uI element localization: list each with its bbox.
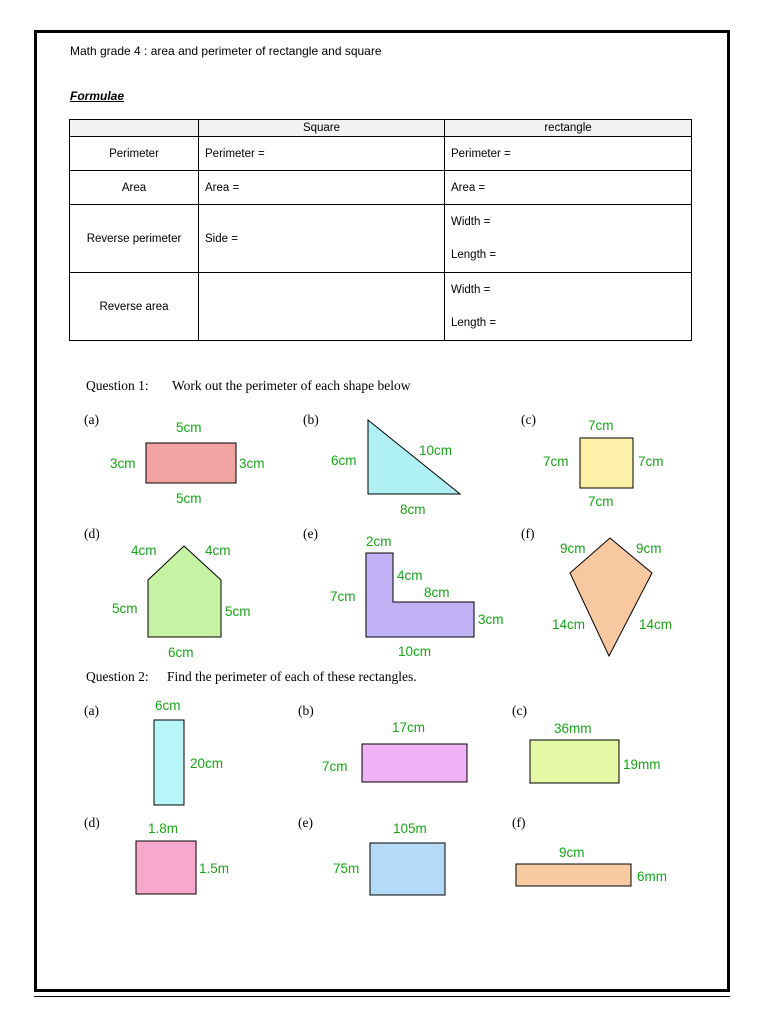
dimension-label: 8cm: [400, 502, 426, 517]
q2d-rectangle: [136, 841, 196, 894]
row-label: Reverse area: [70, 273, 199, 341]
formulae-heading: Formulae: [70, 89, 125, 103]
square-cell: Perimeter =: [199, 137, 445, 171]
square-cell: Side =: [199, 205, 445, 273]
row-label: Reverse perimeter: [70, 205, 199, 273]
question1-text: Work out the perimeter of each shape below: [172, 378, 411, 393]
dimension-label: 7cm: [588, 494, 614, 509]
q1d-pentagon: [148, 546, 221, 637]
row-label: Area: [70, 171, 199, 205]
q2b-rectangle: [362, 744, 467, 782]
rectangle-cell: Area =: [445, 171, 692, 205]
q2c-letter: (c): [512, 703, 527, 718]
dimension-label: 105m: [393, 821, 427, 836]
dimension-label: 1.5m: [199, 861, 230, 876]
rectangle-length: Length =: [451, 248, 497, 261]
q2f-rectangle: [516, 864, 631, 886]
square-cell: Area =: [199, 171, 445, 205]
rectangle-cell: Perimeter =: [445, 137, 692, 171]
q1a-letter: (a): [84, 412, 99, 427]
dimension-label: 14cm: [552, 617, 586, 632]
dimension-label: 4cm: [205, 543, 231, 558]
q1e-letter: (e): [303, 526, 318, 541]
q1d-letter: (d): [84, 526, 100, 541]
dimension-label: 20cm: [190, 756, 224, 771]
dimension-label: 4cm: [397, 568, 423, 583]
dimension-label: 3cm: [239, 456, 265, 471]
dimension-label: 10cm: [398, 644, 432, 659]
dimension-label: 8cm: [424, 585, 450, 600]
row-label: Perimeter: [70, 137, 199, 171]
dimension-label: 36mm: [554, 721, 592, 736]
dimension-label: 6cm: [168, 645, 194, 660]
question2-text: Find the perimeter of each of these rectangles.: [167, 669, 417, 684]
dimension-label: 7cm: [543, 454, 569, 469]
dimension-label: 14cm: [639, 617, 673, 632]
q2d-letter: (d): [84, 815, 100, 830]
dimension-label: 1.8m: [148, 821, 179, 836]
dimension-label: 9cm: [559, 845, 585, 860]
dimension-label: 17cm: [392, 720, 426, 735]
header-rectangle: rectangle: [445, 120, 692, 137]
worksheet-title: Math grade 4 : area and perimeter of rectangle and square: [70, 44, 382, 58]
dimension-label: 6cm: [155, 698, 181, 713]
dimension-label: 2cm: [366, 534, 392, 549]
q1f-letter: (f): [521, 526, 535, 541]
q2a-letter: (a): [84, 703, 99, 718]
dimension-label: 10cm: [419, 443, 453, 458]
dimension-label: 6mm: [637, 869, 667, 884]
dimension-label: 7cm: [638, 454, 664, 469]
header-square: Square: [199, 120, 445, 137]
q2a-rectangle: [154, 720, 184, 805]
q2b-letter: (b): [298, 703, 314, 718]
dimension-label: 5cm: [225, 604, 251, 619]
dimension-label: 4cm: [131, 543, 157, 558]
question2-label: Question 2:: [86, 669, 149, 684]
q2c-rectangle: [530, 740, 619, 783]
dimension-label: 19mm: [623, 757, 661, 772]
dimension-label: 6cm: [331, 453, 357, 468]
dimension-label: 75m: [333, 861, 360, 876]
rectangle-length: Length =: [451, 316, 497, 329]
q2e-letter: (e): [298, 815, 313, 830]
dimension-label: 7cm: [588, 418, 614, 433]
rectangle-width: Width =: [451, 283, 491, 296]
dimension-label: 3cm: [478, 612, 504, 627]
dimension-label: 7cm: [322, 759, 348, 774]
question1-label: Question 1:: [86, 378, 149, 393]
q1c-square: [580, 438, 633, 488]
dimension-label: 5cm: [176, 491, 202, 506]
rectangle-width: Width =: [451, 215, 491, 228]
q1b-letter: (b): [303, 412, 319, 427]
dimension-label: 5cm: [112, 601, 138, 616]
dimension-label: 9cm: [560, 541, 586, 556]
q1c-letter: (c): [521, 412, 536, 427]
q1e-l-shape: [366, 553, 474, 637]
dimension-label: 5cm: [176, 420, 202, 435]
dimension-label: 3cm: [110, 456, 136, 471]
dimension-label: 9cm: [636, 541, 662, 556]
q1a-rectangle: [146, 443, 236, 483]
dimension-label: 7cm: [330, 589, 356, 604]
q2f-letter: (f): [512, 815, 526, 830]
q2e-rectangle: [370, 843, 445, 895]
